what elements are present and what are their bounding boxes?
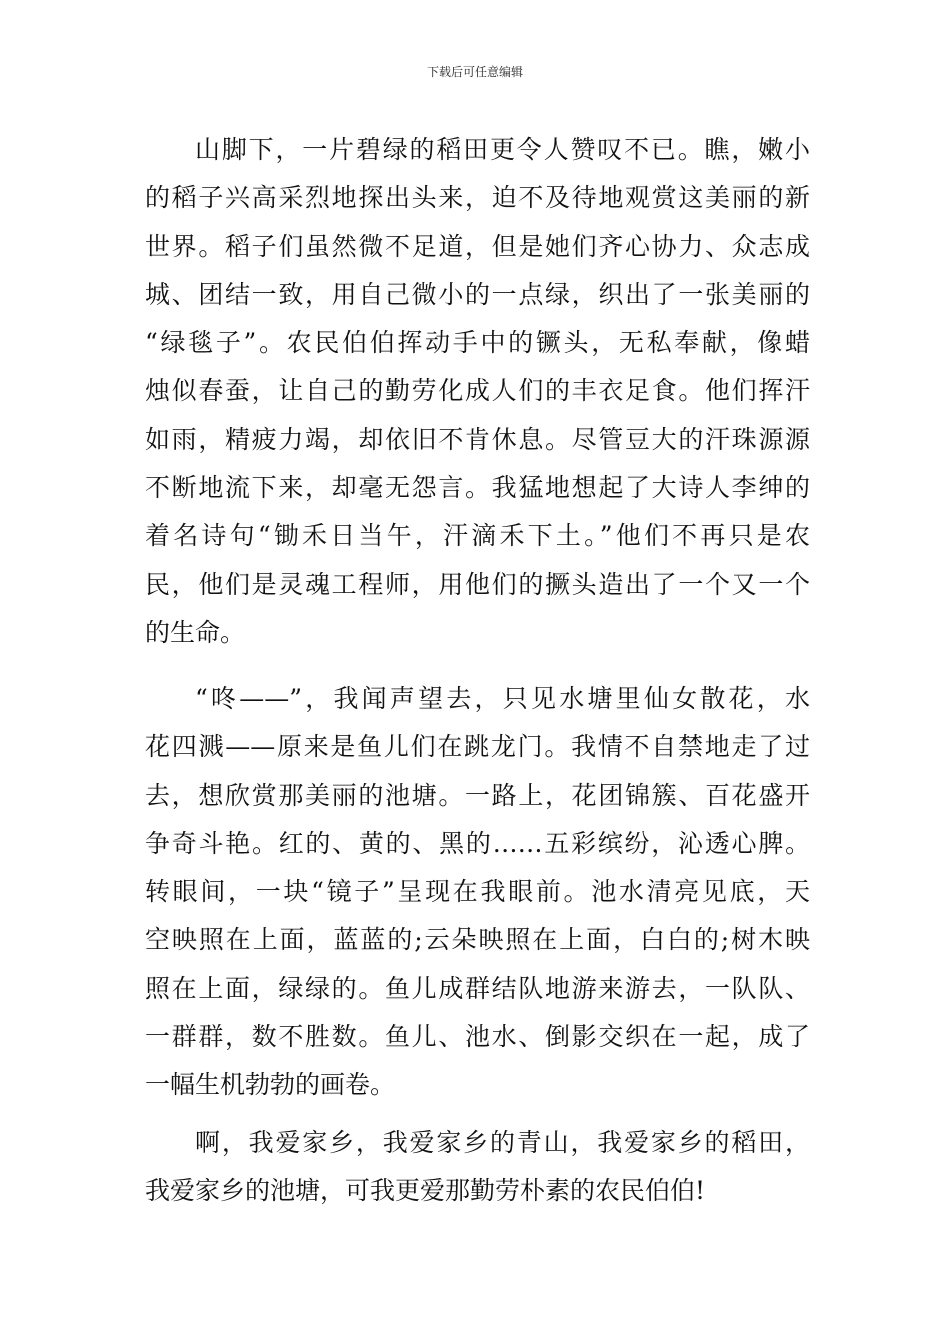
paragraph-line: 啊，我爱家乡，我爱家乡的青山，我爱家乡的稻田， [195, 1128, 810, 1157]
paragraph-line: 去，想欣赏那美丽的池塘。一路上，花团锦簇、百花盛开 [145, 780, 810, 810]
paragraph-line: 城、团结一致，用自己微小的一点绿，织出了一张美丽的 [145, 279, 810, 309]
paragraph-line: “咚——”，我闻声望去，只见水塘里仙女散花，水 [195, 684, 810, 713]
paragraph-line: 山脚下，一片碧绿的稻田更令人赞叹不已。瞧，嫩小 [195, 135, 810, 164]
paragraph-line: 的生命。 [145, 617, 246, 647]
paragraph-line: 一群群，数不胜数。鱼儿、池水、倒影交织在一起，成了 [145, 1022, 810, 1052]
paragraph-line: “绿毯子”。农民伯伯挥动手中的镢头，无私奉献，像蜡 [145, 328, 810, 358]
paragraph-line: 争奇斗艳。红的、黄的、黑的……五彩缤纷，沁透心脾。 [145, 828, 810, 858]
paragraph-line: 花四溅——原来是鱼儿们在跳龙门。我情不自禁地走了过 [145, 732, 810, 762]
paragraph-line: 的稻子兴高采烈地探出头来，迫不及待地观赏这美丽的新 [145, 183, 810, 213]
paragraph-line: 如雨，精疲力竭，却依旧不肯休息。尽管豆大的汗珠源源 [145, 424, 810, 454]
paragraph-line: 民，他们是灵魂工程师，用他们的撅头造出了一个又一个 [145, 569, 810, 599]
page-header-note: 下载后可任意编辑 [426, 65, 523, 79]
paragraph-line: 我爱家乡的池塘，可我更爱那勤劳朴素的农民伯伯! [145, 1176, 706, 1206]
paragraph-line: 一幅生机勃勃的画卷。 [145, 1070, 396, 1100]
paragraph-3 [145, 1119, 810, 1216]
paragraph-line: 照在上面，绿绿的。鱼儿成群结队地游来游去，一队队、 [145, 973, 810, 1003]
paragraph-1 [145, 126, 810, 657]
paragraph-line: 空映照在上面，蓝蓝的;云朵映照在上面，白白的;树木映 [145, 925, 810, 955]
paragraph-line: 着名诗句“锄禾日当午，汗滴禾下土。”他们不再只是农 [145, 521, 810, 551]
paragraph-line: 不断地流下来，却毫无怨言。我猛地想起了大诗人李绅的 [145, 473, 810, 503]
paragraph-line: 世界。稻子们虽然微不足道，但是她们齐心协力、众志成 [145, 231, 810, 261]
paragraph-line: 烛似春蚕，让自己的勤劳化成人们的丰衣足食。他们挥汗 [145, 376, 810, 406]
paragraph-line: 转眼间，一块“镜子”呈现在我眼前。池水清亮见底，天 [145, 877, 810, 907]
paragraph-2 [145, 675, 810, 1110]
